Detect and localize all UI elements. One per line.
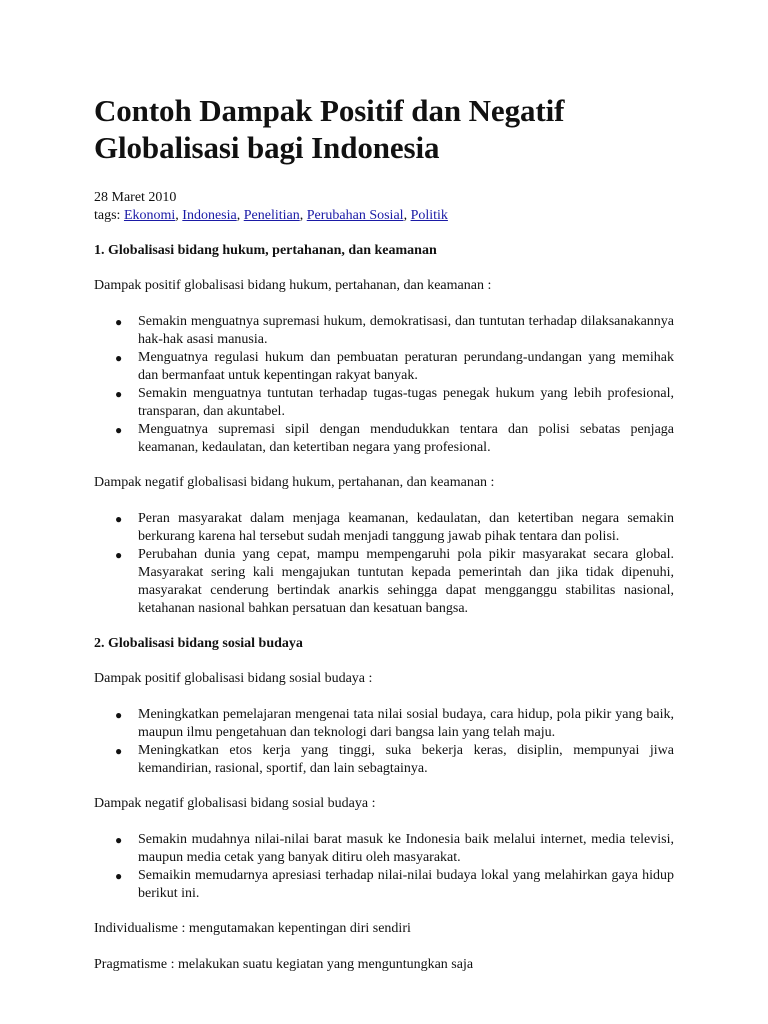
bullet-icon: ● xyxy=(115,833,123,847)
article-title: Contoh Dampak Positif dan Negatif Globalisasi bagi Indonesia xyxy=(94,93,565,165)
negative-list xyxy=(94,510,674,618)
list-item xyxy=(94,831,674,867)
negative-intro: Dampak negatif globalisasi bidang sosial budaya : xyxy=(94,796,376,811)
tag-link-indonesia[interactable]: Indonesia xyxy=(182,208,237,223)
positive-intro: Dampak positif globalisasi bidang hukum, pertahanan, dan keamanan : xyxy=(94,278,492,293)
list-item xyxy=(94,349,674,385)
bullet-icon: ● xyxy=(115,512,123,526)
bullet-icon: ● xyxy=(115,423,123,437)
body-paragraph: Pragmatisme : melakukan suatu kegiatan yang menguntungkan saja xyxy=(94,957,474,972)
list-item xyxy=(94,421,674,457)
negative-intro: Dampak negatif globalisasi bidang hukum, pertahanan, dan keamanan : xyxy=(94,475,495,490)
bullet-icon: ● xyxy=(115,548,123,562)
list-item xyxy=(94,867,674,903)
list-item-text: Meningkatkan etos kerja yang tinggi, suka bekerja keras, disiplin, mempunyai jiwa kemandirian, rasional, sportif, dan lain sebagtainya. xyxy=(138,743,674,776)
tag-link-politik[interactable]: Politik xyxy=(410,208,448,223)
list-item xyxy=(94,706,674,742)
section-heading: 1. Globalisasi bidang hukum, pertahanan, dan keamanan xyxy=(94,243,437,258)
list-item xyxy=(94,385,674,421)
body-paragraph: Individualisme : mengutamakan kepentingan diri sendiri xyxy=(94,921,411,936)
tag-link-penelitian[interactable]: Penelitian xyxy=(243,208,300,223)
list-item xyxy=(94,510,674,546)
bullet-icon: ● xyxy=(115,708,123,722)
list-item-text: Menguatnya supremasi sipil dengan mendudukkan tentara dan polisi sebatas penjaga keamanan, kedaulatan, dan ketertiban negara yang profesional. xyxy=(138,422,674,455)
positive-list xyxy=(94,313,674,457)
list-item xyxy=(94,546,674,618)
bullet-icon: ● xyxy=(115,869,123,883)
positive-list xyxy=(94,706,674,778)
list-item xyxy=(94,742,674,778)
list-item-text: Menguatnya regulasi hukum dan pembuatan peraturan perundang-undangan yang memihak dan bermanfaat untuk kepentingan rakyat banyak. xyxy=(138,350,674,383)
article-meta xyxy=(94,189,674,225)
list-item xyxy=(94,313,674,349)
list-item-text: Meningkatkan pemelajaran mengenai tata nilai sosial budaya, cara hidup, pola pikir yang baik, maupun ilmu pengetahuan dan teknologi dari bangsa lain yang telah maju. xyxy=(138,707,674,740)
list-item-text: Perubahan dunia yang cepat, mampu mempengaruhi pola pikir masyarakat secara global. Masyarakat sering kali mengajukan tuntutan kepada pemerintah dan jika tidak dipenuhi, masyarakat cenderung bertindak anarkis sehingga dapat mengganggu stabilitas nasional, ketahanan nasional bahkan persatuan dan kesatuan bangsa. xyxy=(138,547,674,616)
bullet-icon: ● xyxy=(115,744,123,758)
tags-label: tags: xyxy=(94,208,121,223)
tag-line: tags: Ekonomi, Indonesia, Penelitian, Perubahan Sosial, Politik xyxy=(94,208,448,223)
section-heading: 2. Globalisasi bidang sosial budaya xyxy=(94,636,303,651)
positive-intro: Dampak positif globalisasi bidang sosial budaya : xyxy=(94,671,373,686)
bullet-icon: ● xyxy=(115,315,123,329)
list-item-text: Semakin menguatnya supremasi hukum, demokratisasi, dan tuntutan terhadap dilaksanakannya hak-hak asasi manusia. xyxy=(138,314,674,347)
list-item-text: Semakin mudahnya nilai-nilai barat masuk ke Indonesia baik melalui internet, media televisi, maupun media cetak yang banyak ditiru oleh masyarakat. xyxy=(138,832,674,865)
bullet-icon: ● xyxy=(115,351,123,365)
list-item-text: Semaikin memudarnya apresiasi terhadap nilai-nilai budaya lokal yang melahirkan gaya hidup berikut ini. xyxy=(138,868,674,901)
tag-link-ekonomi[interactable]: Ekonomi xyxy=(123,208,176,223)
negative-list xyxy=(94,831,674,903)
bullet-icon: ● xyxy=(115,387,123,401)
article-date: 28 Maret 2010 xyxy=(94,190,177,205)
list-item-text: Peran masyarakat dalam menjaga keamanan, kedaulatan, dan ketertiban negara semakin berkurang karena hal tersebut sudah menjadi tanggung jawab pihak tentara dan polisi. xyxy=(138,511,674,544)
tag-link-perubahan-sosial[interactable]: Perubahan Sosial xyxy=(306,208,404,223)
list-item-text: Semakin menguatnya tuntutan terhadap tugas-tugas penegak hukum yang lebih profesional, transparan, dan akuntabel. xyxy=(138,386,674,419)
